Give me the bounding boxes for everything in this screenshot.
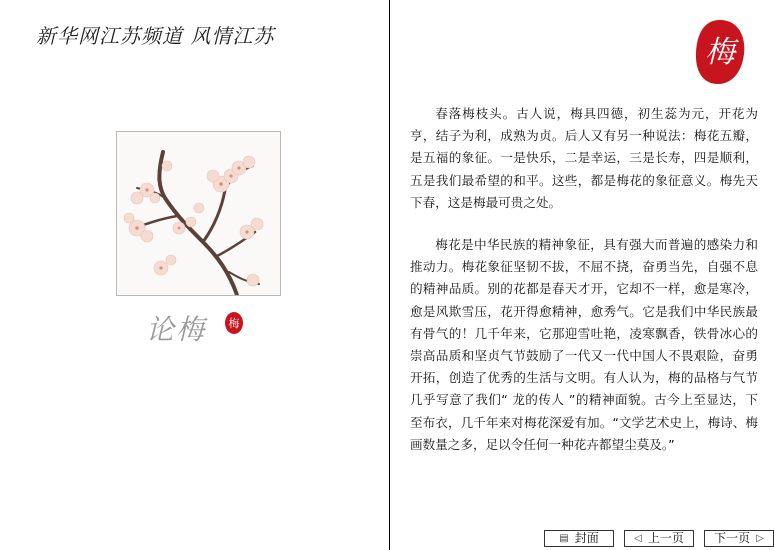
plum-blossom-photo [116, 131, 281, 296]
right-page [390, 0, 774, 550]
plum-seal-icon [692, 16, 748, 92]
article-paragraph: 春落梅枝头。古人说，梅具四德，初生蕊为元，开花为亨，结子为利，成熟为贞。后人又有另一种说法：梅花五瓣，是五福的象征。一是快乐，二是幸运，三是长寿，四是顺利，五是我们最希望的和平。这些，都是梅花的象征意义。梅先天下春，这是梅最可贵之处。 [410, 106, 758, 210]
cover-button-label: 封面 [574, 531, 599, 545]
site-title: 新华网江苏频道 风情江苏 [36, 24, 275, 48]
next-page-button[interactable] [704, 530, 774, 547]
article-paragraph: 梅花是中华民族的精神象征，具有强大而普遍的感染力和推动力。梅花象征坚韧不拔，不屈不挠，奋勇当先，自强不息的精神品质。别的花都是春天才开，它却不一样，愈是寒冷，愈是风欺雪压，花开得愈精神，愈秀气。它是我们中华民族最有骨气的！几千年来，它那迎雪吐艳，凌寒飘香，铁骨冰心的崇高品质和坚贞气节鼓励了一代又一代中国人不畏艰险，奋勇开拓，创造了优秀的生活与文明。有人认为，梅的品格与气节几乎写意了我们“ 龙的传人 ”的精神面貌。古今上至显达，下至布衣，几千年来对梅花深爱有加。“文学艺术史上，梅诗、梅画数量之多，足以令任何一种花卉都望尘莫及。” [410, 237, 758, 452]
cover-button[interactable] [544, 530, 614, 547]
document-icon: ▤ [559, 533, 569, 544]
next-page-label: 下一页 [714, 531, 751, 545]
caption-title: 论梅 [146, 313, 207, 346]
plum-branch-illustration [117, 132, 280, 295]
previous-page-button[interactable] [624, 530, 694, 547]
article-body [410, 103, 758, 476]
small-seal-icon [224, 311, 244, 339]
arrow-left-icon: ◁ [634, 533, 642, 544]
arrow-right-icon: ▷ [756, 533, 764, 544]
small-seal-char: 梅 [228, 317, 240, 330]
previous-page-label: 上一页 [647, 531, 684, 545]
seal-char: 梅 [705, 35, 735, 70]
